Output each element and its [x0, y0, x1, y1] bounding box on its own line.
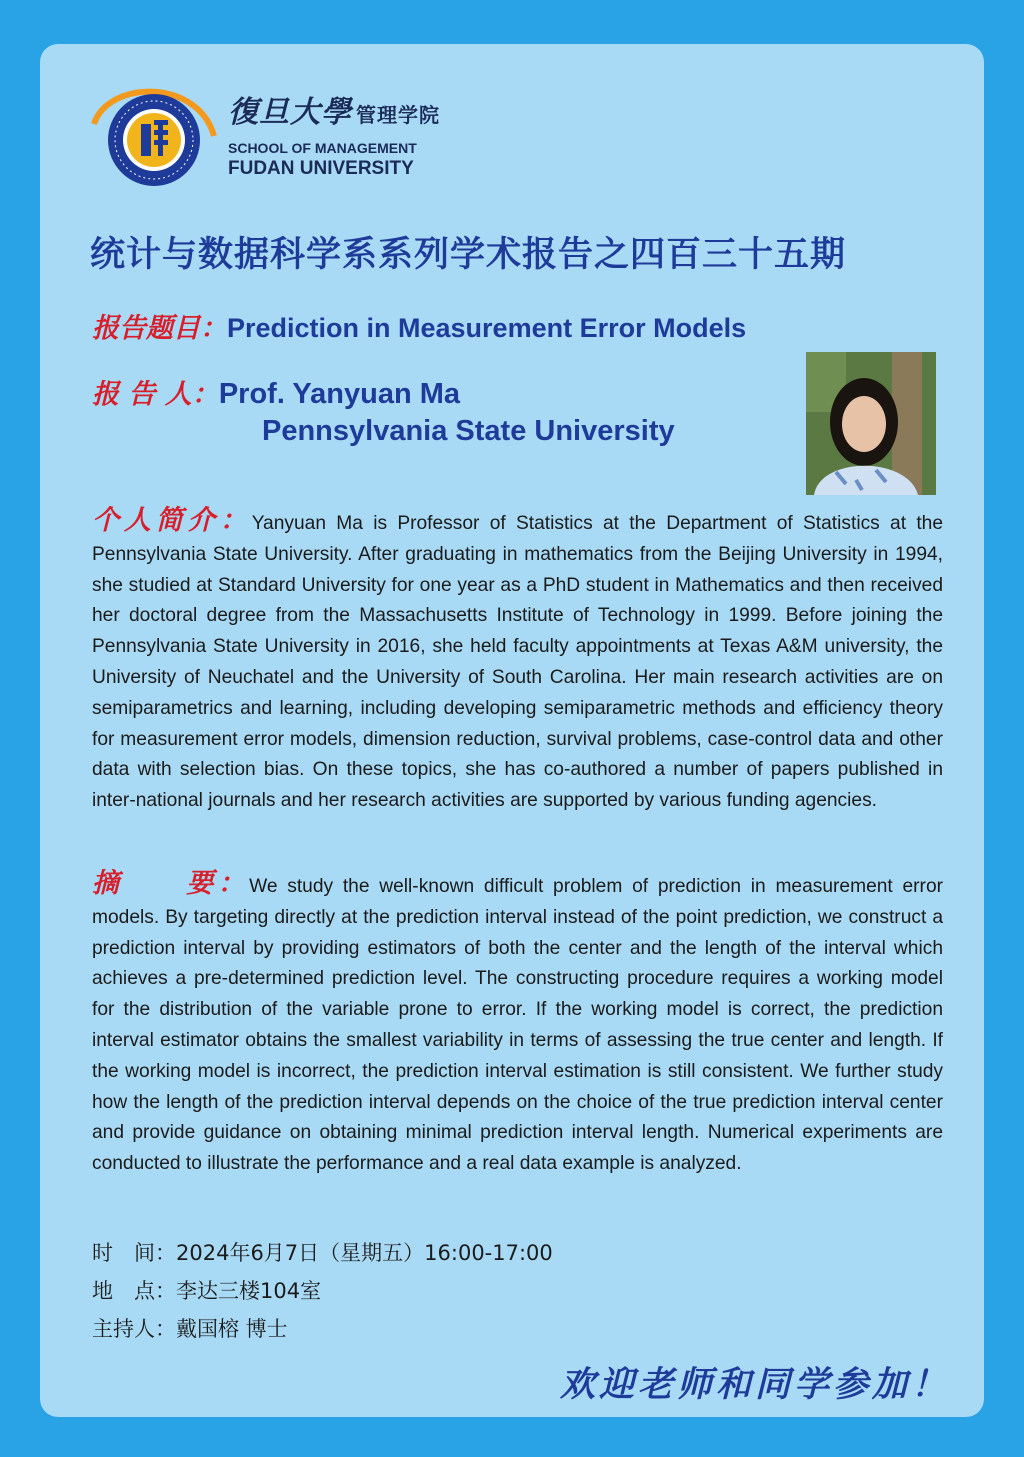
- poster-title: 统计与数据科学系系列学术报告之四百三十五期: [90, 235, 847, 275]
- topic-row: [92, 306, 746, 345]
- topic-label: 报告题目：: [92, 313, 227, 344]
- brand-cn: 復旦大學: [228, 95, 352, 130]
- event-place: 地 点：李达三楼104室: [92, 1279, 322, 1303]
- brand-block: [228, 96, 440, 180]
- bio-text: Yanyuan Ma is Professor of Statistics at the Department of Statistics at the Pennsylvania State University. After graduating in mathematics from the Beijing University in 1994, she studied at Standard University for one year as a PhD student in Mathematics and then received her doctoral degree from the Massachusetts Institute of Technology in 1999. Before joining the Pennsylvania State University in 2016, she held faculty appointments at Texas A&M university, the University of Neuchatel and the University of South Carolina. Her main research activities are on semiparametrics and learning, including developing semiparametric methods and efficiency theory for measurement error models, dimension reduction, survival problems, case-control data and other data with selection bias. On these topics, she has co-authored a number of papers published in inter-national journals and her research activities are supported by various funding agencies.: [92, 513, 943, 812]
- speaker-affiliation: Pennsylvania State University: [262, 415, 675, 447]
- event-host: 主持人：戴国榕 博士: [92, 1317, 288, 1341]
- speaker-photo: [806, 352, 936, 495]
- bio-section: [92, 506, 943, 817]
- abstract-label: 摘 要：: [92, 868, 250, 899]
- event-info: [92, 1234, 553, 1348]
- fudan-som-logo-icon: [88, 84, 218, 190]
- poster-card: [40, 44, 984, 1417]
- brand-en-univ: FUDAN UNIVERSITY: [228, 158, 414, 179]
- speaker-row: [92, 372, 675, 448]
- brand-en-school: SCHOOL OF MANAGEMENT: [228, 140, 417, 156]
- welcome-text: 欢迎老师和同学参加！: [559, 1364, 950, 1405]
- brand-cn-school: 管理学院: [356, 103, 440, 127]
- event-time: 时 间：2024年6月7日（星期五）16:00-17:00: [92, 1241, 553, 1265]
- abstract-section: [92, 869, 943, 1180]
- bio-label: 个人简介：: [92, 505, 252, 536]
- abstract-text: We study the well-known difficult problem of prediction in measurement error models. By targeting directly at the prediction interval instead of the point prediction, we construct a prediction interval by providing estimators of both the center and the length of the interval which achieves a pre-determined prediction level. The constructing procedure requires a working model for the distribution of the variable prone to error. If the working model is correct, the prediction interval estimator obtains the smallest variability in terms of assessing the true center and length. If the working model is incorrect, the prediction interval estimation is still consistent. We further study how the length of the prediction interval depends on the choice of the true prediction interval center and provide guidance on obtaining minimal prediction interval length. Numerical experiments are conducted to illustrate the performance and a real data example is analyzed.: [92, 876, 944, 1175]
- speaker-name: Prof. Yanyuan Ma: [218, 378, 461, 410]
- topic-value: Prediction in Measurement Error Models: [227, 313, 747, 343]
- speaker-label: 报 告 人：: [92, 379, 219, 410]
